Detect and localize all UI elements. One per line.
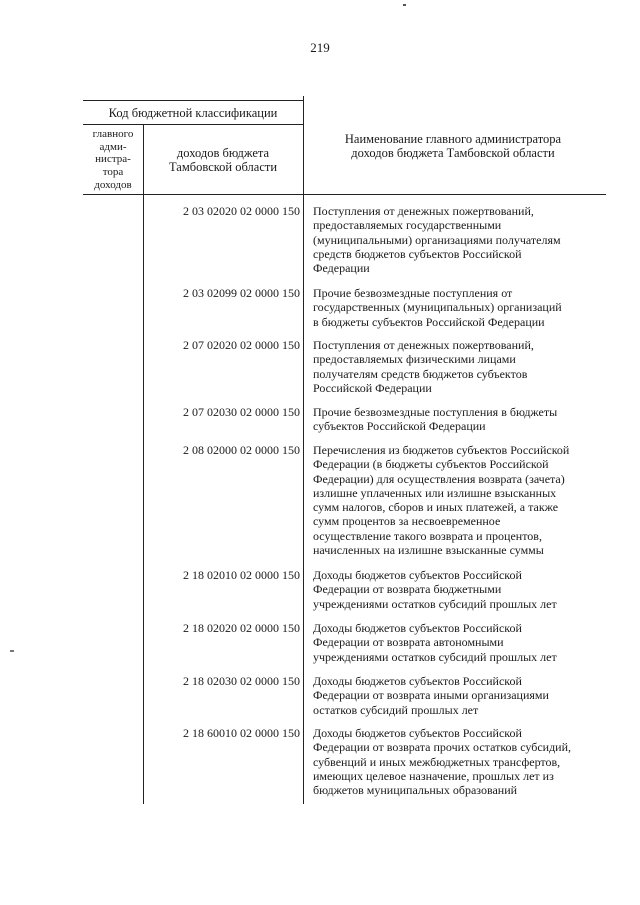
row-description <box>313 568 613 611</box>
column-divider-admin <box>143 124 144 194</box>
row-description-line: субвенций и иных межбюджетных трансфертов, <box>313 754 561 769</box>
header-col-income-line: доходов бюджета <box>176 146 270 160</box>
row-code: 2 03 02099 02 0000 150 <box>183 286 300 300</box>
scan-speck <box>403 4 406 6</box>
row-description-line: излишне уплаченных или излишне взысканных <box>313 485 557 500</box>
row-description-line: Федерации от возврата бюджетными <box>313 582 502 597</box>
row-code: 2 18 02020 02 0000 150 <box>183 621 300 635</box>
row-description-line: Поступления от денежных пожертвований, <box>313 204 534 218</box>
header-col-income <box>143 146 303 175</box>
row-code: 2 03 02020 02 0000 150 <box>183 204 300 218</box>
header-col-name-line: доходов бюджета Тамбовской области <box>351 146 555 161</box>
row-description-line: Прочие безвозмездные поступления от <box>313 286 513 300</box>
row-description-line: Перечисления из бюджетов субъектов Российской <box>313 443 570 457</box>
row-code: 2 07 02020 02 0000 150 <box>183 338 300 352</box>
row-description-line: получателям средств бюджетов субъектов <box>313 366 528 381</box>
row-description-line: Доходы бюджетов субъектов Российской <box>313 568 522 582</box>
row-description-line: Поступления от денежных пожертвований, <box>313 338 534 352</box>
row-description-line: Доходы бюджетов субъектов Российской <box>313 674 522 688</box>
row-description-line: Федерации (в бюджеты субъектов Российской <box>313 457 549 472</box>
row-description <box>313 726 613 797</box>
row-description-line: средств бюджетов субъектов Российской <box>313 246 522 261</box>
header-col-admin-line: нистра- <box>95 153 131 166</box>
row-description-line: бюджетов муниципальных образований <box>313 783 518 798</box>
header-col-admin-line: тора <box>102 165 124 178</box>
row-description-line: Федерации <box>313 261 370 276</box>
row-description-line: субъектов Российской Федерации <box>313 419 486 434</box>
header-col-income-line: Тамбовской области <box>168 160 278 175</box>
header-bottom-rule <box>83 194 606 195</box>
row-description-line: государственных (муниципальных) организаций <box>313 300 562 315</box>
header-col-admin-line: доходов <box>94 178 132 191</box>
header-col-admin-line: главного <box>92 128 134 140</box>
header-col-name <box>303 132 603 161</box>
row-description-line: предоставляемых физическими лицами <box>313 352 516 367</box>
header-col-name-line: Наименование главного администратора <box>344 132 562 146</box>
row-code: 2 18 02030 02 0000 150 <box>183 674 300 688</box>
column-divider-name <box>303 96 304 804</box>
row-description-line: остатков субсидий прошлых лет <box>313 702 479 717</box>
row-description-line: (муниципальными) организациями получателям <box>313 232 561 247</box>
row-description <box>313 338 613 395</box>
row-description-line: сумм процентов за несвоевременное <box>313 514 501 529</box>
row-description-line: начисленных на излишне взысканные суммы <box>313 543 544 558</box>
row-description-line: сумм налогов, сборов и иных платежей, а также <box>313 500 559 515</box>
header-group-rule <box>83 124 303 125</box>
row-code: 2 18 60010 02 0000 150 <box>183 726 300 740</box>
header-col-admin <box>83 128 143 191</box>
row-description <box>313 286 613 329</box>
row-code: 2 07 02030 02 0000 150 <box>183 405 300 419</box>
row-description <box>313 674 613 717</box>
row-description-line: имеющих целевое назначение, прошлых лет из <box>313 768 554 783</box>
row-description-line: Российской Федерации <box>313 380 432 395</box>
row-description-line: Федерации) для осуществления возврата (зачета) <box>313 471 565 486</box>
page-number: 219 <box>310 40 330 55</box>
header-col-admin-line: адми- <box>99 140 127 153</box>
row-description-line: Федерации от возврата прочих остатков субсидий, <box>313 740 572 755</box>
scan-speck <box>10 650 14 652</box>
row-description-line: Федерации от возврата автономными <box>313 635 504 650</box>
row-code: 2 18 02010 02 0000 150 <box>183 568 300 582</box>
row-description-line: Доходы бюджетов субъектов Российской <box>313 726 522 740</box>
row-description-line: Доходы бюджетов субъектов Российской <box>313 621 522 635</box>
row-description-line: предоставляемых государственными <box>313 218 502 233</box>
row-description-line: учреждениями остатков субсидий прошлых лет <box>313 649 557 664</box>
header-top-rule <box>83 100 303 101</box>
row-description <box>313 443 613 557</box>
row-description <box>313 204 613 275</box>
row-description-line: в бюджеты субъектов Российской Федерации <box>313 314 545 329</box>
row-code: 2 08 02000 02 0000 150 <box>183 443 300 457</box>
row-description <box>313 405 613 434</box>
row-description-line: Прочие безвозмездные поступления в бюджеты <box>313 405 558 419</box>
row-description-line: учреждениями остатков субсидий прошлых лет <box>313 596 557 611</box>
column-divider-admin-body <box>143 194 144 804</box>
row-description-line: Федерации от возврата иными организациями <box>313 688 549 703</box>
row-description <box>313 621 613 664</box>
row-description-line: осуществление такого возврата и процентов, <box>313 528 542 543</box>
header-group-title: Код бюджетной классификации <box>108 106 278 120</box>
